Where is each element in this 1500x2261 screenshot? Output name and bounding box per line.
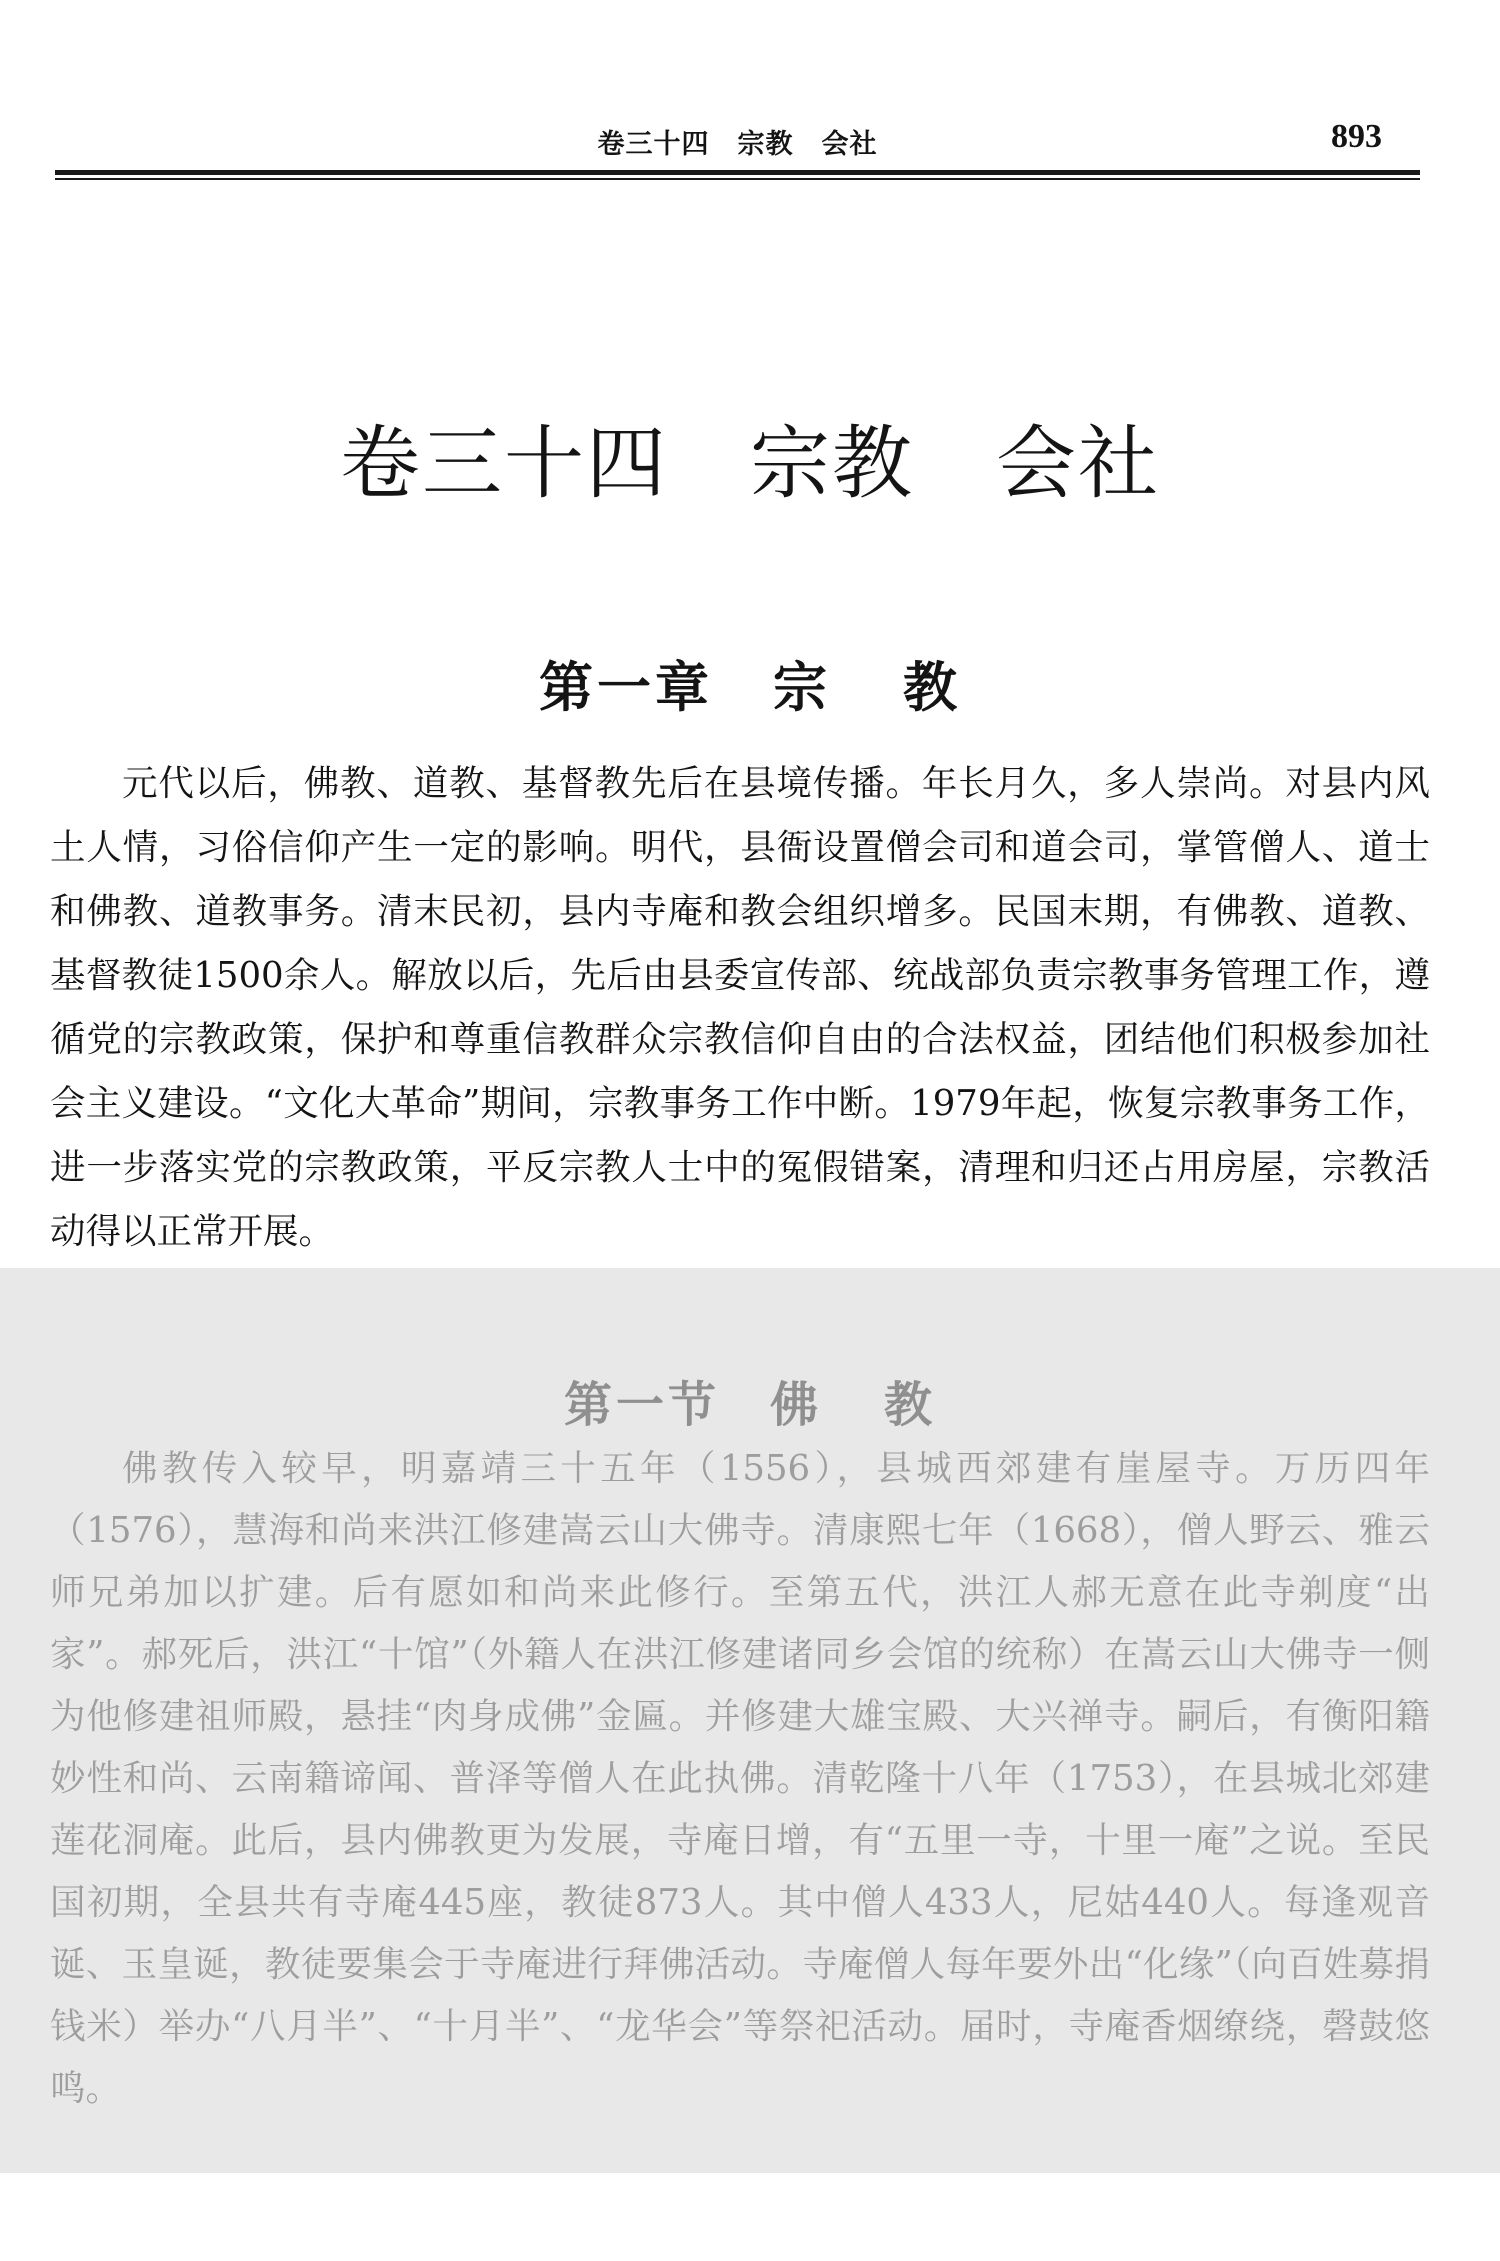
chapter-body-paragraph: 元代以后，佛教、道教、基督教先后在县境传播。年长月久，多人崇尚。对县内风土人情，习俗信仰产生一定的影响。明代，县衙设置僧会司和道会司，掌管僧人、道士和佛教、道教事务。清末民初，县内寺庵和教会组织增多。民国末期，有佛教、道教、基督教徒1500余人。解放以后，先后由县委宣传部、统战部负责宗教事务管理工作，遵循党的宗教政策，保护和尊重信教群众宗教信仰自由的合法权益，团结他们积极参加社会主义建设。“文化大革命”期间，宗教事务工作中断。1979年起，恢复宗教事务工作，进一步落实党的宗教政策，平反宗教人士中的冤假错案，清理和归还占用房屋，宗教活动得以正常开展。	[50, 763, 1430, 1252]
section-title-char-2: 教	[884, 1377, 937, 1433]
volume-title: 卷三十四 宗教 会社	[340, 416, 1160, 510]
header-rule-thin	[55, 178, 1420, 180]
chapter-title	[0, 645, 1500, 722]
chapter-title-char-2: 教	[903, 654, 961, 719]
section-body-paragraph: 佛教传入较早，明嘉靖三十五年（1556），县城西郊建有崖屋寺。万历四年（1576），慧海和尚来洪江修建嵩云山大佛寺。清康熙七年（1668），僧人野云、雅云师兄弟加以扩建。后有愿如和尚来此修行。至第五代，洪江人郝无意在此寺剃度“出家”。郝死后，洪江“十馆”（外籍人在洪江修建诸同乡会馆的统称）在嵩云山大佛寺一侧为他修建祖师殿，悬挂“肉身成佛”金匾。并修建大雄宝殿、大兴禅寺。嗣后，有衡阳籍妙性和尚、云南籍谛闻、普泽等僧人在此执佛。清乾隆十八年（1753），在县城北郊建莲花洞庵。此后，县内佛教更为发展，寺庵日增，有“五里一寺，十里一庵”之说。至民国初期，全县共有寺庵445座，教徒873人。其中僧人433人，尼姑440人。每逢观音诞、玉皇诞，教徒要集会于寺庵进行拜佛活动。寺庵僧人每年要外出“化缘”（向百姓募捐钱米）举办“八月半”、“十月半”、“龙华会”等祭祀活动。届时，寺庵香烟缭绕，磬鼓悠鸣。	[50, 1448, 1430, 2109]
page-number: 893	[1331, 118, 1382, 155]
chapter-title-char-1: 宗	[773, 654, 831, 719]
section-title-char-1: 佛	[769, 1377, 822, 1433]
header-rule-thick	[55, 170, 1420, 175]
section-number: 第一节	[563, 1377, 720, 1433]
chapter-number: 第一章	[539, 654, 713, 719]
running-title: 卷三十四 宗教 会社	[597, 129, 878, 160]
running-header	[55, 110, 1420, 170]
section-title	[0, 1366, 1500, 1435]
